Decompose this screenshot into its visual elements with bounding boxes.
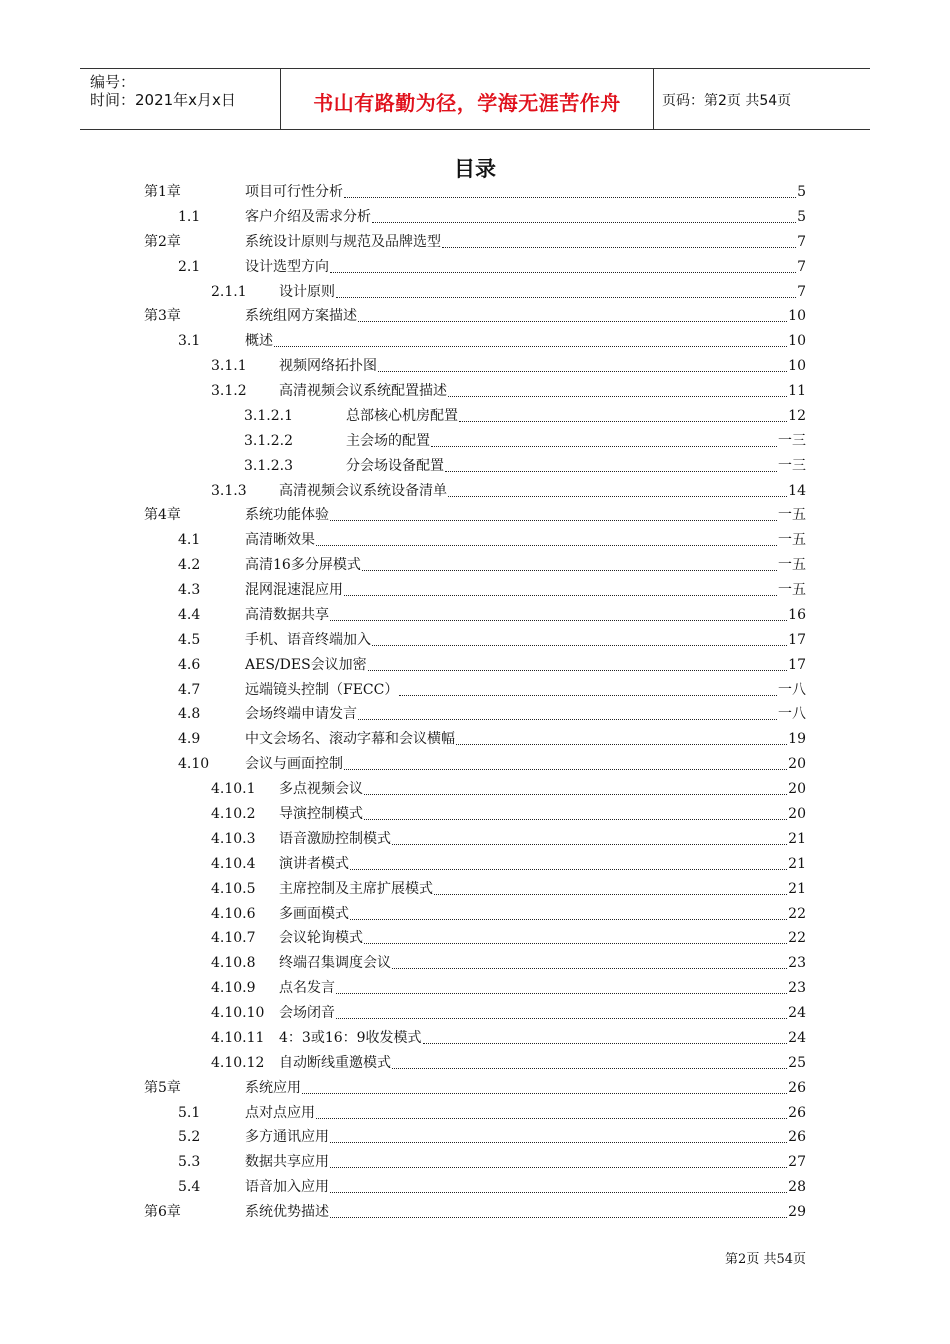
toc-entry-page: 一五 [778,507,806,524]
toc-entry-page: 7 [797,258,806,275]
toc-entry-number: 4.10.8 [211,955,256,972]
toc-entry-page: 一三 [778,432,806,449]
header-page-cell [654,69,870,129]
toc-entry-page: 28 [788,1179,806,1196]
toc-entry-title: 高清视频会议系统配置描述 [279,383,447,400]
toc-entry-page: 14 [788,482,806,499]
toc-entry-page: 11 [788,383,806,400]
toc-entry-number: 4.10.1 [211,781,256,798]
toc-entry-page: 21 [788,855,806,872]
toc-entry-number: 3.1.2 [211,383,247,400]
toc-entry-page: 25 [788,1054,806,1071]
toc-entry-page: 22 [788,930,806,947]
toc-entry-line [245,1101,806,1125]
toc-dot-leader [336,297,796,298]
toc-entry[interactable] [0,379,950,403]
document-number: 编号： [90,73,136,91]
toc-entry-title: 高清晰效果 [245,532,315,549]
toc-dot-leader [336,993,787,994]
toc-entry-page: 23 [788,980,806,997]
toc-dot-leader [330,1192,787,1193]
toc-entry-number: 5.3 [178,1154,201,1171]
toc-entry[interactable] [0,1200,950,1224]
toc-entry-page: 16 [788,606,806,623]
toc-entry-title: 系统应用 [245,1079,301,1096]
toc-dot-leader [378,371,787,372]
toc-entry-line [279,877,806,901]
toc-entry-page: 19 [788,731,806,748]
toc-entry-line [346,404,806,428]
toc-entry[interactable] [0,1101,950,1125]
toc-entry-title: 演讲者模式 [279,855,349,872]
toc-entry[interactable] [0,354,950,378]
toc-entry-page: 26 [788,1104,806,1121]
toc-entry-line [245,1175,806,1199]
toc-dot-leader [358,321,787,322]
toc-dot-leader [448,396,787,397]
toc-entry-title: 语音激励控制模式 [279,830,391,847]
toc-entry[interactable] [0,304,950,328]
toc-entry-line [245,678,806,702]
toc-entry[interactable] [0,454,950,478]
toc-entry-title: 系统设计原则与规范及品牌选型 [245,233,441,250]
toc-entry-title: 多方通讯应用 [245,1129,329,1146]
toc-dot-leader [330,620,787,621]
toc-entry-title: 系统功能体验 [245,507,329,524]
toc-dot-leader [434,894,787,895]
toc-entry-number: 4.9 [178,731,201,748]
toc-entry[interactable] [0,1001,950,1025]
toc-entry-line [245,180,806,204]
toc-entry-page: 20 [788,756,806,773]
toc-entry-title: 分会场设备配置 [346,457,444,474]
toc-entry[interactable] [0,404,950,428]
toc-entry-page: 26 [788,1129,806,1146]
toc-entry[interactable] [0,603,950,627]
toc-entry-number: 4.10 [178,756,210,773]
toc-entry-page: 一八 [778,706,806,723]
toc-entry-title: 项目可行性分析 [245,184,343,200]
toc-dot-leader [392,1068,787,1069]
toc-entry-number: 4.10.4 [211,855,256,872]
toc-entry-title: 高清16多分屏模式 [245,557,361,574]
toc-entry-number: 3.1.2.3 [244,457,293,474]
toc-entry-line [245,1150,806,1174]
toc-entry-line [245,578,806,602]
toc-entry-title: 点名发言 [279,980,335,997]
toc-entry[interactable] [0,702,950,726]
toc-entry-number: 4.10.11 [211,1029,265,1046]
toc-entry-line [245,653,806,677]
toc-entry-title: 多点视频会议 [279,781,363,798]
toc-entry-line [279,379,806,403]
toc-dot-leader [330,272,796,273]
toc-dot-leader [392,968,787,969]
toc-entry-line [279,354,806,378]
toc-entry-line [245,255,806,279]
toc-entry-line [245,603,806,627]
toc-dot-leader [364,943,787,944]
toc-entry-title: 主会场的配置 [346,432,430,449]
toc-entry[interactable] [0,1125,950,1149]
toc-entry-title: 自动断线重邀模式 [279,1054,391,1071]
toc-entry-number: 4.3 [178,582,201,599]
toc-entry-title: 数据共享应用 [245,1154,329,1171]
toc-entry-page: 24 [788,1029,806,1046]
toc-entry-line [245,205,806,229]
toc-entry-line [346,454,806,478]
header-motto-cell [281,69,654,129]
toc-entry-title: 主席控制及主席扩展模式 [279,880,433,897]
toc-entry-line [279,852,806,876]
toc-entry-line [245,1200,806,1224]
toc-entry-page: 21 [788,830,806,847]
toc-entry-page: 一五 [778,532,806,549]
toc-dot-leader [330,1167,787,1168]
toc-entry-page: 5 [797,208,806,225]
toc-entry-number: 4.10.7 [211,930,256,947]
toc-entry-number: 2.1 [178,258,201,275]
toc-entry-number: 2.1.1 [211,283,247,300]
page-header [80,68,870,130]
toc-entry-title: 会议轮询模式 [279,930,363,947]
toc-entry-line [245,1076,806,1100]
toc-dot-leader [423,1043,788,1044]
toc-dot-leader [344,769,787,770]
toc-entry[interactable] [0,329,950,353]
toc-entry-number: 5.4 [178,1179,201,1196]
toc-entry-line [245,1125,806,1149]
toc-entry-line [279,1051,806,1075]
toc-entry-title: 系统组网方案描述 [245,308,357,325]
page-footer: 第2页 共54页 [725,1252,806,1267]
toc-entry-number: 1.1 [178,208,201,225]
toc-entry-page: 17 [788,631,806,648]
toc-entry-line [245,702,806,726]
toc-entry[interactable] [0,479,950,503]
toc-entry-title: 会议与画面控制 [245,756,343,773]
toc-dot-leader [448,496,787,497]
toc-entry[interactable] [0,1026,950,1050]
toc-entry[interactable] [0,230,950,254]
toc-entry[interactable] [0,1175,950,1199]
toc-entry-page: 10 [788,333,806,350]
toc-dot-leader [445,471,777,472]
toc-dot-leader [372,645,787,646]
toc-entry[interactable] [0,852,950,876]
toc-dot-leader [316,1118,787,1119]
toc-entry-page: 7 [797,233,806,250]
toc-dot-leader [344,595,777,596]
toc-entry-line [279,802,806,826]
toc-entry-page: 20 [788,781,806,798]
toc-entry[interactable] [0,503,950,527]
toc-entry[interactable] [0,653,950,677]
toc-entry-number: 4.10.6 [211,905,256,922]
toc-entry[interactable] [0,777,950,801]
toc-entry[interactable] [0,205,950,229]
toc-entry-title: AES/DES会议加密 [245,656,367,673]
toc-entry[interactable] [0,255,950,279]
toc-entry-page: 22 [788,905,806,922]
toc-entry-number: 4.1 [178,532,201,549]
toc-entry[interactable] [0,553,950,577]
toc-entry-line [279,951,806,975]
toc-entry-line [245,628,806,652]
toc-entry[interactable] [0,926,950,950]
toc-entry[interactable] [0,528,950,552]
toc-dot-leader [350,919,787,920]
toc-entry[interactable] [0,902,950,926]
toc-entry-number: 4.10.9 [211,980,256,997]
toc-dot-leader [316,545,777,546]
toc-entry-number: 第3章 [144,308,181,325]
toc-entry-number: 4.10.2 [211,806,256,822]
toc-entry-title: 高清数据共享 [245,606,329,623]
toc-entry-number: 第1章 [144,184,181,200]
toc-dot-leader [368,670,787,671]
toc-entry-number: 3.1 [178,333,201,350]
toc-entry-number: 3.1.1 [211,358,247,375]
toc-entry[interactable] [0,1076,950,1100]
document-date: 时间：2021年x月x日 [90,91,236,109]
toc-entry-title: 点对点应用 [245,1104,315,1121]
toc-entry-page: 27 [788,1154,806,1171]
toc-entry-line [279,827,806,851]
toc-entry-line [279,1026,806,1050]
toc-entry-number: 4.10.10 [211,1005,265,1022]
header-meta [80,69,281,129]
toc-entry-number: 4.2 [178,557,201,574]
toc-entry-title: 会场闭音 [279,1005,335,1022]
toc-entry-line [245,329,806,353]
toc-entry-page: 一五 [778,582,806,599]
toc-dot-leader [330,1217,787,1218]
toc-entry-number: 4.4 [178,606,201,623]
toc-dot-leader [364,794,787,795]
toc-entry-page: 5 [797,184,806,200]
toc-entry-title: 概述 [245,333,273,350]
toc-entry[interactable] [0,727,950,751]
toc-dot-leader [431,446,777,447]
toc-dot-leader [330,1142,787,1143]
toc-entry-title: 会场终端申请发言 [245,706,357,723]
toc-entry-line [245,230,806,254]
toc-dot-leader [364,819,787,820]
toc-entry-number: 第6章 [144,1204,181,1221]
toc-entry-page: 12 [788,407,806,424]
toc-entry-title: 多画面模式 [279,905,349,922]
toc-entry-number: 4.10.3 [211,830,256,847]
toc-entry-number: 3.1.2.1 [244,407,293,424]
toc-dot-leader [344,197,796,198]
toc-entry[interactable] [0,280,950,304]
toc-entry-number: 4.5 [178,631,201,648]
toc-entry-number: 3.1.3 [211,482,247,499]
toc-entry-number: 第5章 [144,1079,181,1096]
toc-entry-title: 混网混速混应用 [245,582,343,599]
toc-dot-leader [372,222,796,223]
toc-entry[interactable] [0,877,950,901]
toc-entry-title: 视频网络拓扑图 [279,358,377,375]
toc-entry-title: 手机、语音终端加入 [245,631,371,648]
toc-title: 目录 [454,157,496,181]
toc-entry-number: 4.10.12 [211,1054,265,1071]
toc-entry-page: 10 [788,358,806,375]
toc-entry-title: 终端召集调度会议 [279,955,391,972]
toc-entry-title: 设计原则 [279,283,335,300]
toc-entry[interactable] [0,180,950,204]
toc-entry-line [279,902,806,926]
toc-entry-line [279,479,806,503]
toc-entry-number: 4.10.5 [211,880,256,897]
toc-entry-line [245,503,806,527]
toc-entry-line [279,1001,806,1025]
toc-dot-leader [442,247,796,248]
toc-entry-page: 一五 [778,557,806,574]
toc-entry-title: 高清视频会议系统设备清单 [279,482,447,499]
toc-entry-title: 导演控制模式 [279,806,363,822]
toc-entry[interactable] [0,578,950,602]
toc-entry-number: 4.7 [178,681,201,698]
toc-entry-page: 20 [788,806,806,822]
toc-dot-leader [274,346,787,347]
toc-entry-number: 5.1 [178,1104,201,1121]
toc-entry-title: 语音加入应用 [245,1179,329,1196]
toc-dot-leader [456,744,787,745]
toc-dot-leader [362,570,777,571]
toc-entry-page: 23 [788,955,806,972]
toc-entry-line [245,752,806,776]
toc-dot-leader [350,869,787,870]
toc-entry-page: 26 [788,1079,806,1096]
toc-entry[interactable] [0,951,950,975]
toc-entry-number: 5.2 [178,1129,201,1146]
toc-entry-line [245,528,806,552]
toc-dot-leader [399,695,777,696]
toc-entry-line [279,777,806,801]
toc-entry-line [245,553,806,577]
toc-dot-leader [392,844,787,845]
toc-entry-title: 客户介绍及需求分析 [245,208,371,225]
toc-entry-page: 24 [788,1005,806,1022]
toc-entry-page: 17 [788,656,806,673]
toc-entry[interactable] [0,802,950,826]
toc-dot-leader [459,421,787,422]
toc-entry-page: 21 [788,880,806,897]
toc-entry[interactable] [0,827,950,851]
toc-entry[interactable] [0,678,950,702]
toc-entry-number: 3.1.2.2 [244,432,293,449]
toc-entry-number: 4.6 [178,656,201,673]
toc-entry-line [279,976,806,1000]
toc-entry[interactable] [0,628,950,652]
toc-entry-title: 总部核心机房配置 [346,407,458,424]
toc-entry[interactable] [0,1150,950,1174]
toc-entry-title: 远端镜头控制（FECC） [245,681,399,698]
header-page-number: 页码：第2页 共54页 [662,93,792,109]
toc-entry[interactable] [0,429,950,453]
toc-entry[interactable] [0,976,950,1000]
toc-entry-page: 10 [788,308,806,325]
toc-entry-line [245,727,806,751]
toc-dot-leader [330,520,777,521]
toc-entry-page: 7 [797,283,806,300]
toc-entry-page: 一三 [778,457,806,474]
toc-entry-line [279,280,806,304]
header-motto: 书山有路勤为径，学海无涯苦作舟 [313,91,621,115]
toc-entry-number: 第2章 [144,233,181,250]
toc-dot-leader [336,1018,787,1019]
toc-entry-title: 系统优势描述 [245,1204,329,1221]
toc-entry[interactable] [0,1051,950,1075]
toc-entry-page: 一八 [778,681,806,698]
toc-entry-number: 4.8 [178,706,201,723]
toc-entry-line [245,304,806,328]
toc-entry-line [279,926,806,950]
toc-entry-title: 4：3或16：9收发模式 [279,1029,422,1046]
toc-dot-leader [302,1093,787,1094]
toc-entry-line [346,429,806,453]
toc-entry-page: 29 [788,1204,806,1221]
toc-dot-leader [358,719,777,720]
toc-entry-title: 中文会场名、滚动字幕和会议横幅 [245,731,455,748]
toc-entry-title: 设计选型方向 [245,258,329,275]
toc-entry[interactable] [0,752,950,776]
toc-entry-number: 第4章 [144,507,181,524]
